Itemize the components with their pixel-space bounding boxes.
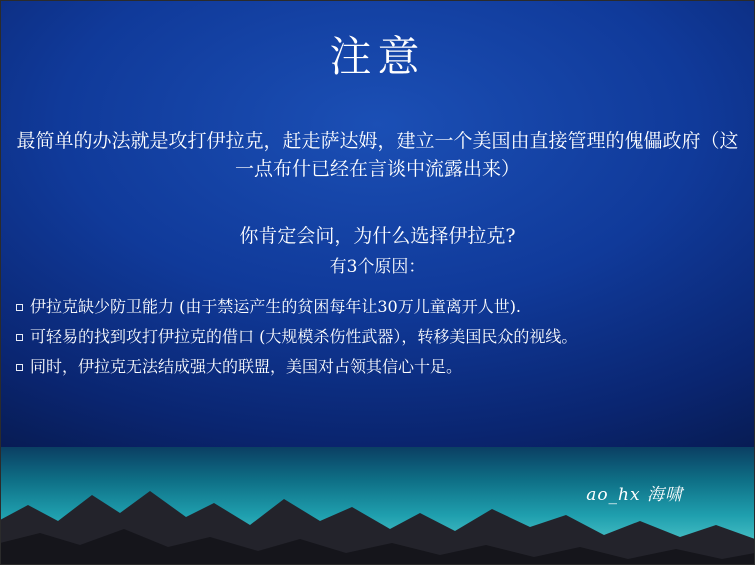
slide-title: 注意 xyxy=(329,32,426,81)
list-item-label: 伊拉克缺少防卫能力 (由于禁运产生的贫困每年让30万儿童离开人世). xyxy=(30,297,522,316)
list-item xyxy=(8,325,740,349)
list-item xyxy=(8,355,740,379)
square-bullet-icon xyxy=(8,295,30,319)
list-item-label: 同时，伊拉克无法结成强大的联盟，美国对占领其信心十足。 xyxy=(30,357,463,376)
paragraph-question: 你肯定会问，为什么选择伊拉克? xyxy=(239,225,516,247)
paragraph-reasons-header: 有3个原因： xyxy=(329,257,426,277)
square-bullet-icon xyxy=(8,355,30,379)
bullet-list xyxy=(8,295,740,385)
list-item-label: 可轻易的找到攻打伊拉克的借口 (大规模杀伤性武器），转移美国民众的视线。 xyxy=(30,327,578,346)
author-signature: ao_hx 海啸 xyxy=(586,485,683,505)
square-bullet-icon xyxy=(8,325,30,349)
paragraph-main: 最简单的办法就是攻打伊拉克，赶走萨达姆，建立一个美国由直接管理的傀儡政府（这一点布什已经在言谈中流露出来） xyxy=(16,130,739,180)
list-item xyxy=(8,295,740,319)
